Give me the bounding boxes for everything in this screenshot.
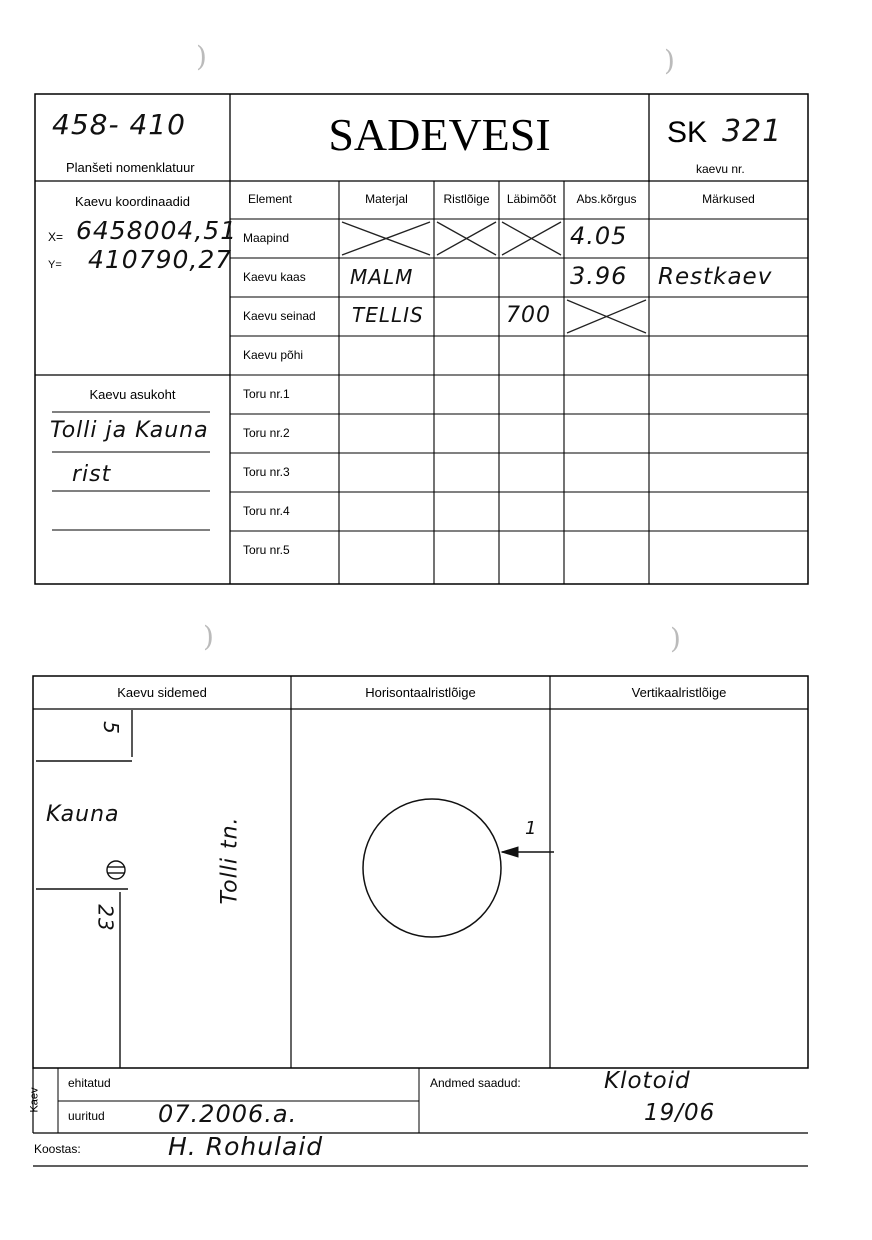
data-received-label: Andmed saadud: (430, 1076, 521, 1090)
page-title: SADEVESI (328, 109, 551, 160)
col-header-element: Element (247, 192, 293, 206)
x-coordinate: 6458004,51 (76, 216, 238, 245)
y-label: Y= (48, 259, 62, 271)
y-coordinate: 410790,27 (88, 245, 233, 274)
wall-diameter: 700 (506, 303, 551, 328)
wall-material: TELLIS (352, 303, 424, 327)
surveyed-value: 07.2006.a. (158, 1100, 298, 1128)
row-label: Kaevu põhi (243, 348, 304, 362)
map-sheet-label: Planšeti nomenklatuur (66, 160, 195, 175)
data-received-value: Klotoid (604, 1068, 691, 1094)
row-label: Toru nr.5 (243, 543, 290, 557)
cover-material: MALM (350, 265, 414, 289)
binder-mark-top-left: ) (196, 40, 207, 73)
row-label: Toru nr.4 (243, 504, 290, 518)
x-label: X= (48, 230, 64, 244)
compiled-value: H. Rohulaid (168, 1132, 324, 1161)
binder-mark-top-right: ) (664, 44, 675, 77)
row-label: Maapind (243, 231, 290, 245)
cover-abs-height: 3.96 (570, 262, 628, 290)
col-header-material: Materjal (365, 192, 408, 206)
location-line-1: Tolli ja Kauna (50, 418, 209, 443)
data-received-date: 19/06 (644, 1100, 716, 1126)
binder-mark-mid-left: ) (203, 620, 214, 653)
sketch-header: Kaevu sidemed (117, 685, 207, 700)
sketch-street-kauna: Kauna (46, 802, 120, 827)
map-sheet-value: 458- 410 (52, 108, 186, 141)
row-label: Toru nr.3 (243, 465, 290, 479)
cover-remarks: Restkaev (658, 264, 773, 290)
well-id-prefix: SK (667, 116, 708, 149)
well-id-label: kaevu nr. (696, 162, 745, 176)
well-id-number: 321 (722, 114, 783, 149)
location-line-2: rist (72, 462, 112, 487)
sketch-street-tolli: Tolli tn. (217, 816, 243, 905)
compiled-label: Koostas: (34, 1142, 81, 1156)
upper-form-grid (0, 0, 872, 600)
col-header-diameter: Läbimõõt (506, 192, 557, 206)
col-header-cross-section: Ristlõige (443, 192, 490, 206)
row-label: Toru nr.1 (243, 387, 290, 401)
built-label: ehitatud (68, 1076, 111, 1090)
binder-mark-mid-right: ) (670, 622, 681, 655)
sketch-house-number-bottom: 23 (93, 904, 118, 932)
col-header-abs-height: Abs.kõrgus (576, 192, 637, 206)
ground-abs-height: 4.05 (570, 222, 628, 250)
row-label: Kaevu seinad (243, 309, 316, 323)
coordinates-label: Kaevu koordinaadid (75, 194, 190, 209)
location-sketch (36, 710, 132, 1068)
surveyed-label: uuritud (68, 1109, 105, 1123)
row-label: Toru nr.2 (243, 426, 290, 440)
sketch-house-number-top: 5 (98, 721, 123, 735)
pipe-number: 1 (525, 818, 538, 839)
row-label: Kaevu kaas (243, 270, 306, 284)
horizontal-section-header: Horisontaalristlõige (365, 685, 476, 700)
col-header-remarks: Märkused (702, 192, 755, 206)
vertical-section-header: Vertikaalristlõige (631, 685, 727, 700)
location-label: Kaevu asukoht (89, 387, 176, 402)
kaev-label: Kaev (28, 1087, 41, 1113)
